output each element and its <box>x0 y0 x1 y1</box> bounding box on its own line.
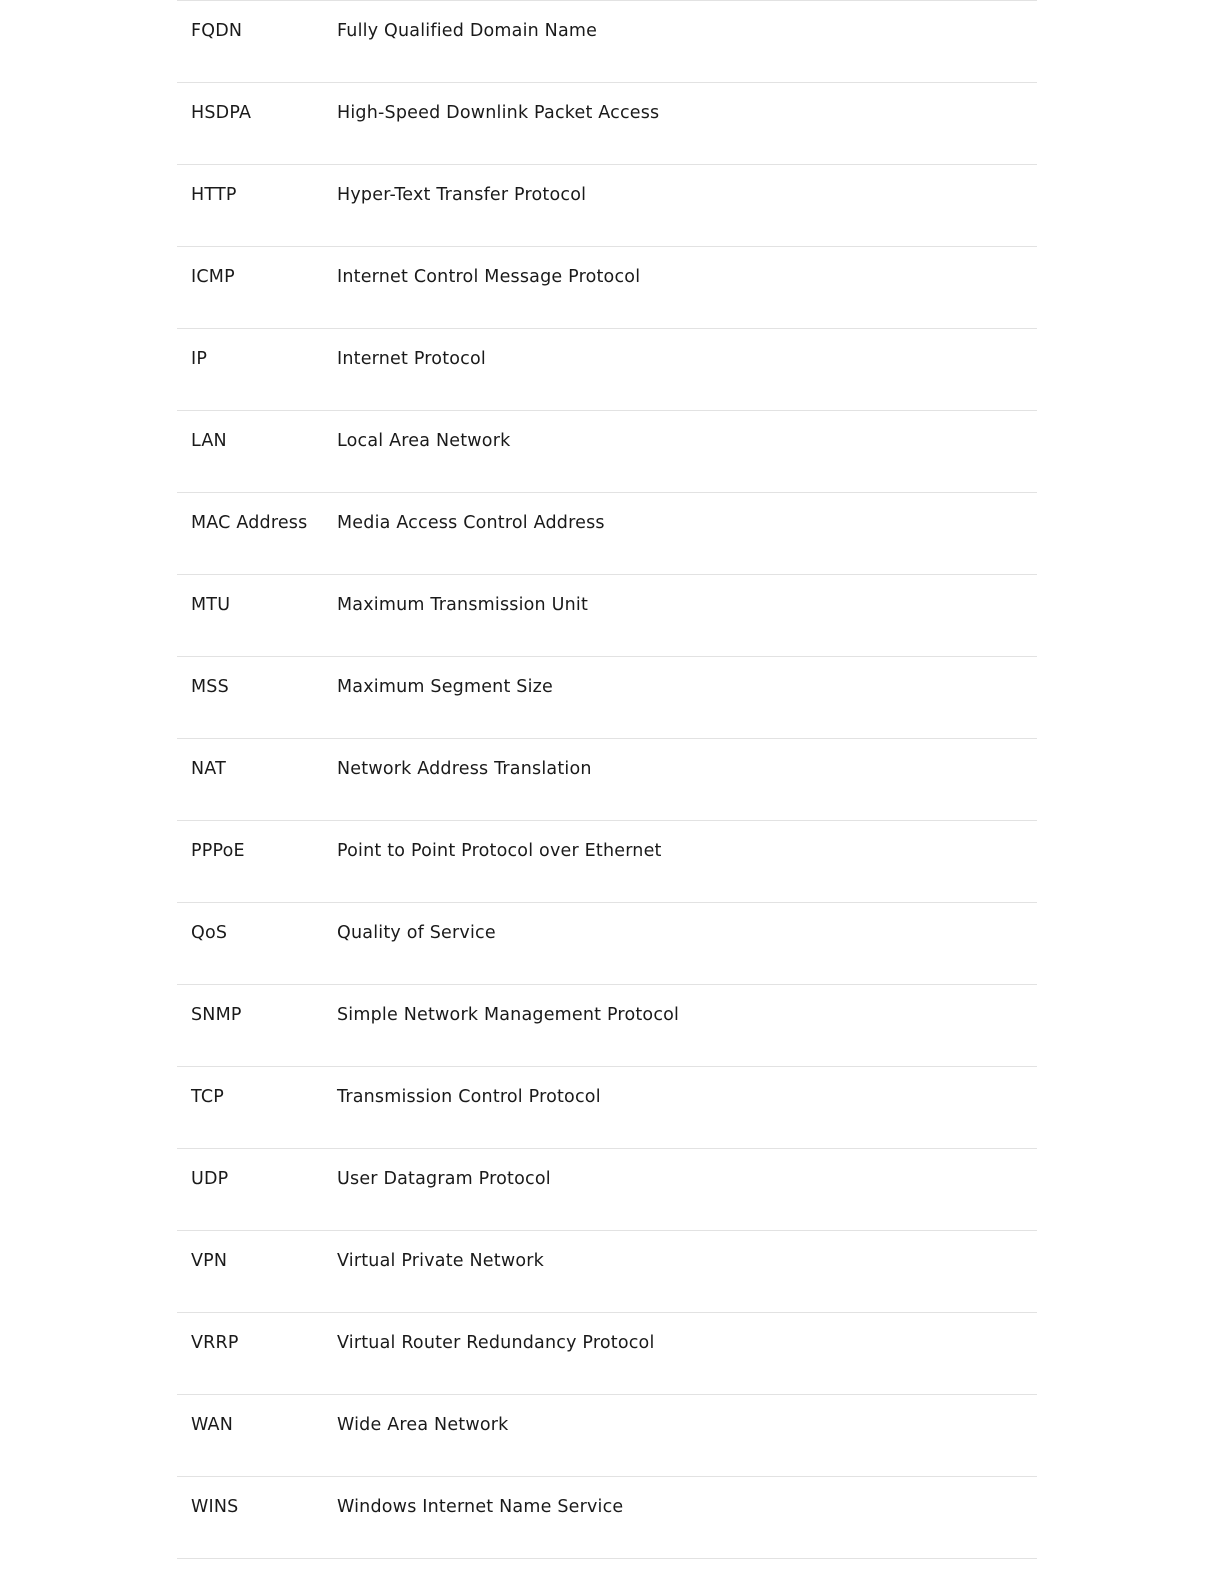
term-cell: IP <box>191 349 208 369</box>
table-row <box>177 1477 1037 1559</box>
definition-cell: Simple Network Management Protocol <box>337 1005 680 1025</box>
term-cell: HTTP <box>191 185 237 205</box>
table-row <box>177 1067 1037 1149</box>
term-cell: LAN <box>191 431 227 451</box>
glossary-table <box>177 0 1037 1559</box>
definition-cell: Fully Qualified Domain Name <box>337 21 598 41</box>
table-row <box>177 165 1037 247</box>
definition-cell: Local Area Network <box>337 431 511 451</box>
term-cell: WINS <box>191 1497 239 1517</box>
definition-cell: Maximum Transmission Unit <box>337 595 589 615</box>
definition-cell: Transmission Control Protocol <box>337 1087 601 1107</box>
table-row <box>177 1 1037 83</box>
definition-cell: Windows Internet Name Service <box>337 1497 624 1517</box>
term-cell: NAT <box>191 759 226 779</box>
term-cell: QoS <box>191 923 228 943</box>
term-cell: MAC Address <box>191 513 308 533</box>
table-row <box>177 739 1037 821</box>
table-row <box>177 411 1037 493</box>
definition-cell: Internet Control Message Protocol <box>337 267 641 287</box>
term-cell: MTU <box>191 595 231 615</box>
term-cell: VRRP <box>191 1333 239 1353</box>
table-row <box>177 985 1037 1067</box>
term-cell: ICMP <box>191 267 235 287</box>
term-cell: HSDPA <box>191 103 252 123</box>
definition-cell: Quality of Service <box>337 923 496 943</box>
table-row <box>177 657 1037 739</box>
table-row <box>177 247 1037 329</box>
term-cell: FQDN <box>191 21 243 41</box>
table-row <box>177 83 1037 165</box>
table-row <box>177 903 1037 985</box>
term-cell: UDP <box>191 1169 229 1189</box>
term-cell: VPN <box>191 1251 228 1271</box>
table-row <box>177 575 1037 657</box>
definition-cell: Network Address Translation <box>337 759 592 779</box>
table-row <box>177 1395 1037 1477</box>
term-cell: WAN <box>191 1415 234 1435</box>
definition-cell: Virtual Router Redundancy Protocol <box>337 1333 655 1353</box>
definition-cell: Virtual Private Network <box>337 1251 544 1271</box>
table-row <box>177 329 1037 411</box>
table-row <box>177 1231 1037 1313</box>
definition-cell: High-Speed Downlink Packet Access <box>337 103 660 123</box>
table-row <box>177 1149 1037 1231</box>
term-cell: SNMP <box>191 1005 242 1025</box>
definition-cell: Point to Point Protocol over Ethernet <box>337 841 662 861</box>
definition-cell: Media Access Control Address <box>337 513 605 533</box>
table-row <box>177 1313 1037 1395</box>
term-cell: MSS <box>191 677 229 697</box>
table-row <box>177 493 1037 575</box>
table-row <box>177 821 1037 903</box>
definition-cell: User Datagram Protocol <box>337 1169 551 1189</box>
term-cell: PPPoE <box>191 841 245 861</box>
definition-cell: Wide Area Network <box>337 1415 509 1435</box>
definition-cell: Hyper-Text Transfer Protocol <box>337 185 587 205</box>
definition-cell: Internet Protocol <box>337 349 486 369</box>
definition-cell: Maximum Segment Size <box>337 677 554 697</box>
term-cell: TCP <box>191 1087 225 1107</box>
